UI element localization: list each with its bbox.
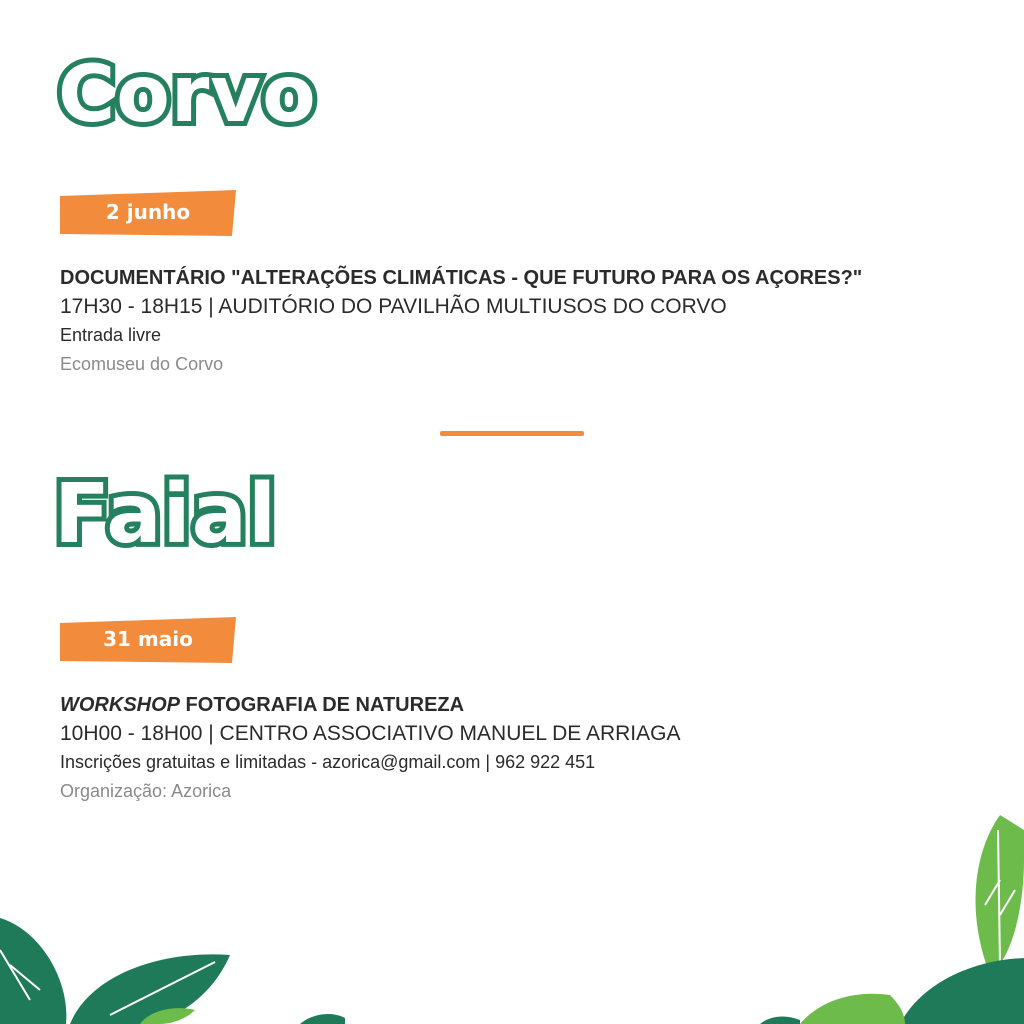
event-title: DOCUMENTÁRIO "ALTERAÇÕES CLIMÁTICAS - QUE FUTURO PARA OS AÇORES?" bbox=[60, 267, 863, 289]
event-title-italic: WORKSHOP bbox=[60, 694, 180, 716]
event-detail: Inscrições gratuitas e limitadas - azorica@gmail.com | 962 922 451 bbox=[60, 752, 596, 772]
event-detail: Entrada livre bbox=[60, 325, 162, 345]
island-title-faial: Faial bbox=[54, 467, 278, 562]
leaf-icon bbox=[976, 815, 1024, 975]
leaf-icon bbox=[900, 958, 1024, 1024]
date-label: 31 maio bbox=[103, 627, 193, 651]
leaf-icon bbox=[300, 1014, 345, 1024]
event-time-place: 10H00 - 18H00 | CENTRO ASSOCIATIVO MANUEL DE ARRIAGA bbox=[60, 722, 681, 745]
event-organizer: Ecomuseu do Corvo bbox=[60, 354, 224, 374]
event-title-rest: FOTOGRAFIA DE NATUREZA bbox=[180, 694, 465, 716]
leaf-icon bbox=[0, 918, 66, 1024]
leaf-icon bbox=[800, 994, 905, 1024]
leaf-icon bbox=[760, 1017, 800, 1024]
leaf-icon bbox=[70, 954, 230, 1024]
event-time-place: 17H30 - 18H15 | AUDITÓRIO DO PAVILHÃO MULTIUSOS DO CORVO bbox=[60, 295, 727, 318]
date-label: 2 junho bbox=[105, 200, 191, 224]
event-organizer: Organização: Azorica bbox=[60, 781, 232, 801]
island-title-corvo: Corvo bbox=[58, 50, 317, 140]
